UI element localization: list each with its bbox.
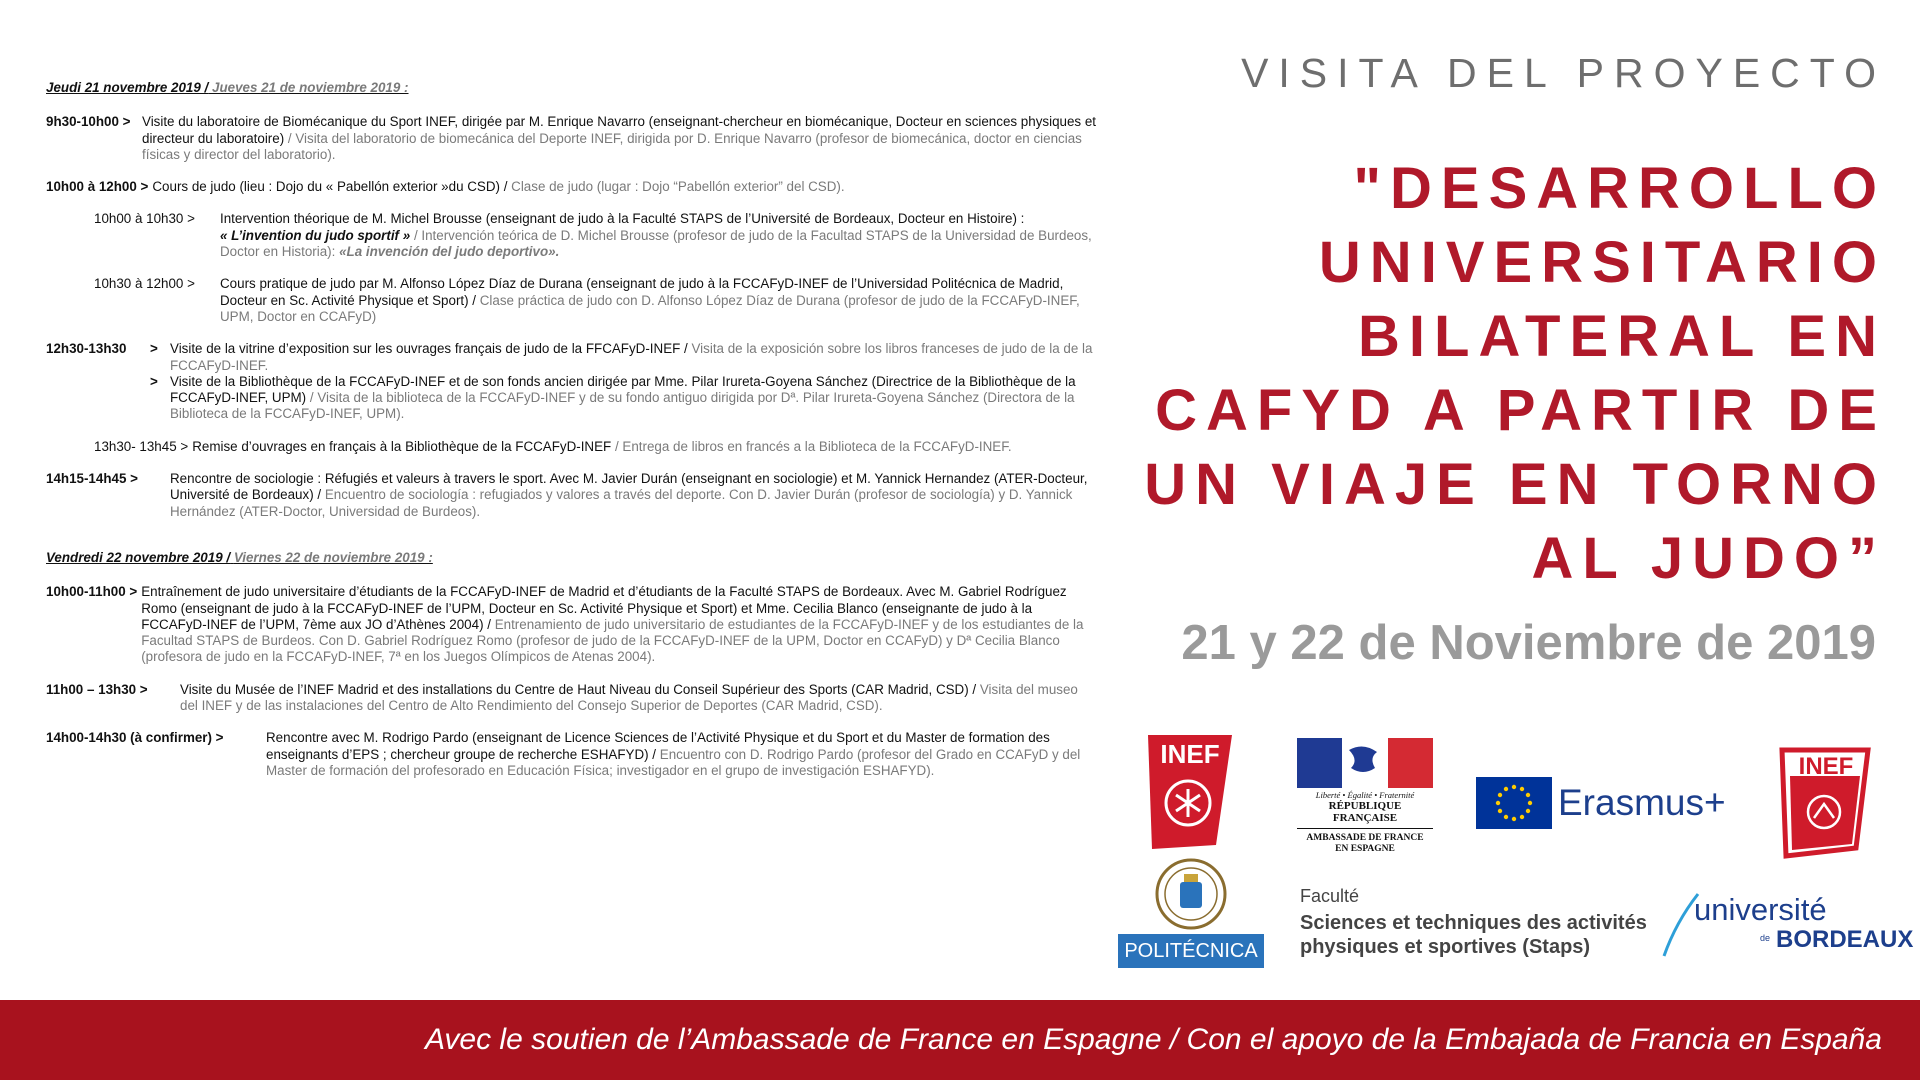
staps-faculty-name-line1: Sciences et techniques des activités	[1300, 912, 1647, 934]
day-title-es: Viernes 22 de noviembre 2019 :	[233, 549, 433, 565]
entry-talk-title-es: «La invención del judo deportivo».	[339, 244, 560, 260]
eu-flag-icon	[1476, 777, 1552, 829]
entry-text-fr: Entraînement de judo universitaire d’étudiants de la FCCAFyD-INEF de Madrid et d’étudiants de la Faculté STAPS de Bordeaux. Avec M. Gabriel Rodríguez Romo (enseignant de judo à la FCCAFyD-INEF de l’UPM, Docteur en Sc. Activité Physique et Sport) et Mme. Cecilia Blanco (enseignante de judo à la FCCAFyD-INEF de l’UPM, 7ème aux JO d’Athènes 2004) /	[141, 584, 1067, 632]
inef-logo-right	[1778, 746, 1872, 860]
schedule-entry	[46, 471, 1096, 520]
entry-text-fr: Visite du Musée de l’INEF Madrid et des installations du Centre de Haut Niveau du Conseil Supérieur des Sports (CAR Madrid, CSD) /	[180, 681, 977, 697]
universite-bordeaux-logo	[1660, 888, 1914, 958]
project-title-line: UN VIAJE EN TORNO	[1144, 452, 1886, 517]
schedule-entry	[46, 276, 1096, 325]
entry-time: 10h00-11h00 >	[46, 584, 138, 600]
marianne-icon	[1297, 738, 1433, 788]
entry-text-es: Encuentro con D. Rodrigo Pardo (profesor del Grado en CCAFyD y del Master de formación del profesorado en Educación Física; investigador en el grupo de investigación ESHAFYD).	[266, 746, 1081, 778]
upm-seal-icon	[1118, 858, 1264, 930]
entry-text-es: Visita de la exposición sobre los libros franceses de judo de la de la FCCAFyD-INEF.	[170, 341, 1093, 373]
entry-time: 11h00 – 13h30 >	[46, 681, 148, 697]
entry-text-es: / Entrega de libros en francés a la Biblioteca de la FCCAFyD-INEF.	[614, 438, 1012, 454]
day-title	[46, 80, 1096, 96]
entry-time: 14h15-14h45 >	[46, 471, 138, 487]
list-item	[150, 374, 1096, 423]
entry-talk-title-fr: « L’invention du judo sportif »	[220, 227, 411, 243]
upm-label: POLITÉCNICA	[1118, 934, 1264, 968]
footer-bar	[0, 1000, 1920, 1080]
entry-time: 12h30-13h30	[46, 341, 127, 357]
entry-text-fr: Rencontre de sociologie : Réfugiés et valeurs à travers le sport. Avec M. Javier Durán (enseignant en sociologie) et M. Yannick Hernandez (ATER-Docteur, Université de Bordeaux) /	[170, 471, 1088, 503]
schedule-entry	[46, 179, 1096, 195]
entry-text-fr: Rencontre avec M. Rodrigo Pardo (enseignant de Licence Sciences de l’Activité Physique et du Sport et du Master de formation des enseignants d’EPS ; chercheur groupe de recherche ESHAFYD) /	[266, 730, 1050, 762]
schedule-entry	[46, 114, 1096, 163]
entry-text-es: / Visita de la biblioteca de la FCCAFyD-INEF y de su fondo antiguo dirigida por Dª. Pilar Irureta-Goyena Sánchez (Directora de la Biblioteca de la FCCAFyD-INEF, UPM).	[170, 390, 1075, 422]
staps-faculty-name-line2: physiques et sportives (Staps)	[1300, 936, 1591, 958]
entry-time: 13h30- 13h45 >	[94, 438, 189, 454]
list-item	[150, 341, 1096, 374]
entry-text-fr: Cours pratique de judo par M. Alfonso López Díaz de Durana (enseignant de judo à la FCCAFyD-INEF de l’Universidad Politécnica de Madrid, Docteur en Sc. Activité Physique et Sport) /	[220, 276, 1064, 308]
programme-schedule	[46, 80, 1096, 795]
embassy-motto: Liberté • Égalité • Fraternité	[1315, 790, 1415, 800]
project-title-line: "DESARROLLO	[1353, 156, 1886, 221]
entry-text-es: Encuentro de sociología : refugiados y valores a través del deporte. Con D. Javier Durán (profesor de sociología) y D. Yannick Hernández (ATER-Doctor, Universidad de Burdeos).	[170, 487, 1073, 519]
embassy-republique: RÉPUBLIQUE FRANÇAISE	[1297, 800, 1433, 829]
bordeaux-de: de	[1760, 933, 1771, 943]
entry-text-fr: Remise d’ouvrages en français à la Bibliothèque de la FCCAFyD-INEF	[192, 438, 612, 454]
inef-logo-text: INEF	[1798, 753, 1854, 780]
visit-heading: VISITA DEL PROYECTO	[1241, 50, 1886, 96]
day-title-es: Jueves 21 de noviembre 2019 :	[212, 80, 409, 95]
bullet-mark: >	[150, 341, 158, 357]
project-title-line: AL JUDO”	[1531, 526, 1886, 591]
inef-shield-icon	[1778, 746, 1872, 860]
embassy-name-line1: AMBASSADE DE FRANCE	[1306, 833, 1424, 843]
schedule-entry	[46, 730, 1096, 779]
entry-text-es: / Intervención teórica de D. Michel Brousse (profesor de judo de la Facultad STAPS de la Universidad de Burdeos, Doctor en Historia):	[220, 227, 1092, 260]
entry-text-fr: Intervention théorique de M. Michel Brousse (enseignant de judo à la Faculté STAPS de l’Université de Bordeaux, Docteur en Histoire) :	[220, 211, 1025, 227]
project-title-line: CAFYD A PARTIR DE	[1155, 378, 1886, 443]
schedule-entry	[46, 584, 1096, 665]
staps-faculty-logo	[1300, 886, 1647, 959]
bordeaux-city: BORDEAUX	[1776, 926, 1914, 953]
entry-text-fr: Visite de la vitrine d’exposition sur les ouvrages français de judo de la FFCAFyD-INEF /	[170, 341, 688, 357]
entry-text-es: Visita del museo del INEF y de las instalaciones del Centro de Alto Rendimiento del Consejo Superior de Deportes (CAR Madrid, CSD).	[180, 681, 1078, 714]
day-title	[46, 550, 1096, 566]
bordeaux-universite: université	[1694, 892, 1827, 927]
entry-time: 9h30-10h00 >	[46, 114, 131, 130]
entry-text-es: / Visita del laboratorio de biomecánica del Deporte INEF, dirigida por D. Enrique Navarro (profesor de biomecánica, doctor en ciencias físicas y director del laboratorio).	[142, 130, 1082, 162]
schedule-entry	[46, 341, 1096, 422]
upm-logo	[1118, 858, 1264, 968]
erasmus-name: Erasmus+	[1558, 782, 1726, 823]
entry-time: 14h00-14h30 (à confirmer) >	[46, 730, 224, 746]
entry-time: 10h00 à 12h00 >	[46, 179, 149, 195]
entry-text-es: Entrenamiento de judo universitario de estudiantes de la FCCAFyD-INEF y de los estudiantes de la Facultad STAPS de Burdeos. Con D. Gabriel Rodríguez Romo (profesor de judo de la FCCAFyD-INEF de la UPM, Doctor en CCAFyD) y Dª Cecilia Blanco (profesora de judo en la FCCAFyD-INEF, 7ª en los Juegos Olímpicos de Atenas 2004).	[141, 616, 1084, 665]
french-embassy-logo	[1297, 738, 1433, 855]
project-title-line: BILATERAL EN	[1358, 304, 1886, 369]
bullet-mark: >	[150, 373, 158, 389]
schedule-entry	[46, 211, 1096, 260]
entry-time: 10h30 à 12h00 >	[94, 276, 195, 292]
entry-text-es: Clase de judo (lugar : Dojo “Pabellón exterior” del CSD).	[511, 179, 845, 195]
project-title-line: UNIVERSITARIO	[1318, 230, 1886, 295]
entry-text-fr: Visite de la Bibliothèque de la FCCAFyD-INEF et de son fonds ancien dirigée par Mme. Pilar Irureta-Goyena Sánchez (Directrice de la Bibliothèque de la FCCAFyD-INEF, UPM)	[170, 373, 1076, 406]
inef-logo-text: INEF	[1160, 739, 1220, 769]
staps-faculty-label: Faculté	[1300, 886, 1360, 906]
schedule-entry	[46, 439, 1096, 455]
inef-shield-icon	[1146, 733, 1234, 851]
day-title-fr: Jeudi 21 novembre 2019 /	[46, 80, 209, 95]
inef-logo-left	[1146, 733, 1234, 851]
embassy-name-line2: EN ESPAGNE	[1335, 844, 1395, 854]
schedule-entry	[46, 682, 1096, 715]
entry-text-fr: Cours de judo (lieu : Dojo du « Pabellón exterior »du CSD) /	[152, 179, 508, 195]
day-title-fr: Vendredi 22 novembre 2019 /	[46, 549, 231, 565]
erasmus-logo	[1476, 777, 1726, 829]
entry-time: 10h00 à 10h30 >	[94, 211, 195, 227]
entry-text-fr: Visite du laboratoire de Biomécanique du Sport INEF, dirigée par M. Enrique Navarro (enseignant-chercheur en biomécanique, Docteur en sciences physiques et directeur du laboratoire)	[142, 114, 1096, 146]
footer-support-text: Avec le soutien de l’Ambassade de France en Espagne / Con el apoyo de la Embajada de Francia en España	[424, 1023, 1882, 1056]
project-title	[1066, 152, 1886, 596]
entry-text-es: Clase práctica de judo con D. Alfonso López Díaz de Durana (profesor de judo de la FCCAFyD-INEF, UPM, Doctor en CCAFyD)	[220, 292, 1080, 324]
event-dates: 21 y 22 de Noviembre de 2019	[1181, 616, 1876, 670]
